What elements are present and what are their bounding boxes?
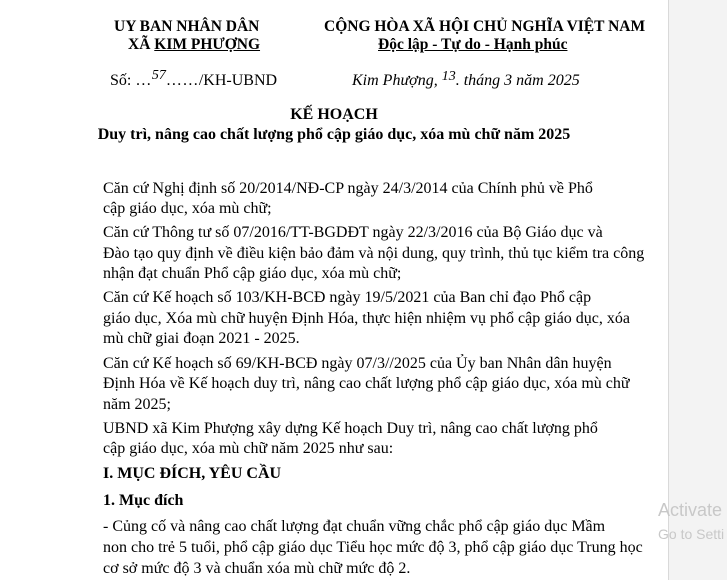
paragraph-2-line-3: nhận đạt chuẩn Phổ cập giáo dục, xóa mù chữ; bbox=[103, 265, 402, 282]
viewer-side-panel bbox=[668, 0, 727, 580]
date-suffix: . tháng 3 năm 2025 bbox=[455, 72, 580, 89]
purpose-line-1: - Củng cố và nâng cao chất lượng đạt chuẩn vững chắc phổ cập giáo dục Mầm bbox=[103, 518, 606, 535]
section-heading-1: I. MỤC ĐÍCH, YÊU CẦU bbox=[103, 465, 282, 482]
document-date bbox=[352, 69, 580, 90]
agency-commune-name: KIM PHƯỢNG bbox=[154, 36, 261, 53]
paragraph-2-line-1: Căn cứ Thông tư số 07/2016/TT-BGDĐT ngày 22/3/2016 của Bộ Giáo dục và bbox=[103, 224, 603, 241]
paragraph-4-line-2: Định Hóa về Kế hoạch duy trì, nâng cao chất lượng phổ cập giáo dục, xóa mù chữ bbox=[103, 375, 630, 392]
activation-watermark-title: Activate bbox=[658, 500, 723, 520]
agency-name-line1: UY BAN NHÂN DÂN bbox=[114, 18, 260, 35]
national-title: CỘNG HÒA XÃ HỘI CHỦ NGHĨA VIỆT NAM bbox=[324, 18, 646, 35]
paragraph-5-line-2: cập giáo dục, xóa mù chữ năm 2025 như sau: bbox=[103, 440, 394, 457]
paragraph-3-line-2: giáo dục, Xóa mù chữ huyện Định Hóa, thực hiện nhiệm vụ phổ cập giáo dục, xóa bbox=[103, 310, 630, 327]
document-title: KẾ HOẠCH bbox=[290, 106, 378, 123]
agency-prefix: XÃ bbox=[128, 36, 155, 53]
handwritten-number: 57 bbox=[151, 68, 166, 83]
date-prefix: Kim Phượng, bbox=[352, 72, 442, 89]
document-subtitle: Duy trì, nâng cao chất lượng phổ cập giáo dục, xóa mù chữ năm 2025 bbox=[97, 126, 571, 143]
purpose-line-3: cơ sở mức độ 3 và chuẩn xóa mù chữ mức độ 2. bbox=[103, 560, 411, 577]
paragraph-4-line-1: Căn cứ Kế hoạch số 69/KH-BCĐ ngày 07/3//2025 của Ủy ban Nhân dân huyện bbox=[103, 355, 612, 372]
paragraph-1-line-1: Căn cứ Nghị định số 20/2014/NĐ-CP ngày 24/3/2014 của Chính phủ về Phổ bbox=[103, 180, 593, 197]
paragraph-2-line-2: Đào tạo quy định về điều kiện bảo đảm và nội dung, quy trình, thủ tục kiểm tra công bbox=[103, 245, 645, 262]
document-number: Số: …57……/KH-UBND bbox=[110, 68, 278, 89]
paragraph-3-line-3: mù chữ giai đoạn 2021 - 2025. bbox=[103, 330, 300, 347]
national-motto: Độc lập - Tự do - Hạnh phúc bbox=[378, 36, 568, 53]
paragraph-4-line-3: năm 2025; bbox=[103, 396, 171, 413]
paragraph-1-line-2: cập giáo dục, xóa mù chữ; bbox=[103, 200, 272, 217]
subsection-heading-1: 1. Mục đích bbox=[103, 492, 184, 509]
handwritten-day: 13 bbox=[441, 69, 456, 84]
number-suffix: /KH-UBND bbox=[198, 72, 278, 89]
paragraph-3-line-1: Căn cứ Kế hoạch số 103/KH-BCĐ ngày 19/5/2021 của Ban chỉ đạo Phổ cập bbox=[103, 289, 592, 306]
agency-name-line2 bbox=[128, 36, 260, 54]
purpose-line-2: non cho trẻ 5 tuổi, phổ cập giáo dục Tiểu học mức độ 3, phổ cập giáo dục Trung học bbox=[103, 539, 643, 556]
number-prefix: Số: bbox=[110, 72, 136, 89]
activation-watermark-subtitle: Go to Setti bbox=[658, 526, 725, 542]
paragraph-5-line-1: UBND xã Kim Phượng xây dựng Kế hoạch Duy trì, nâng cao chất lượng phổ bbox=[103, 420, 598, 437]
